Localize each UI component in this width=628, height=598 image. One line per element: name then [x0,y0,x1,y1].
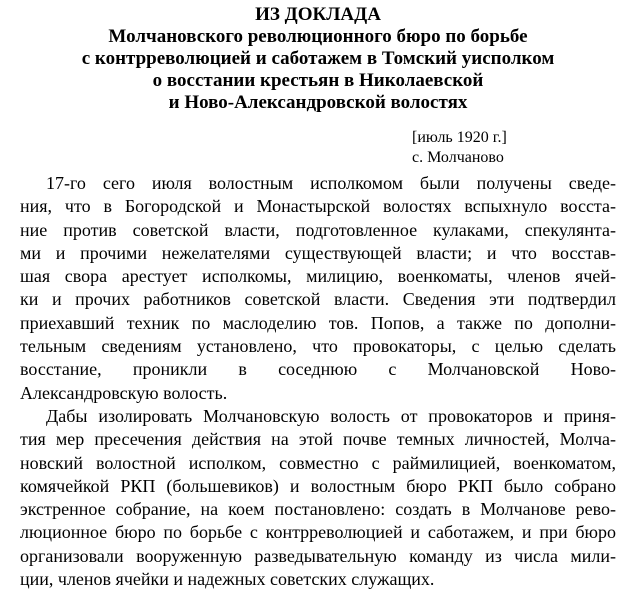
paragraph-line: ции, членов ячейки и надежных советских служащих. [20,569,435,590]
paragraph-line: тия мер пресечения действия на этой почве темных личностей, Молча- [20,429,616,450]
paragraph-line: тельным сведениям установлено, что провокаторы, с целью сделать [20,336,616,357]
title-line: Молчановского революционного бюро по борьбе [108,26,528,47]
document-date: [июль 1920 г.] [412,129,507,146]
title-line: с контрреволюцией и саботажем в Томский уисполком [81,48,555,69]
document-title [20,4,616,114]
paragraph-line: люционное бюро по борьбе с контрреволюцией и саботажем, и при бюро [20,522,616,543]
paragraph-line: шая свора арестует исполкомы, милицию, военкоматы, членов ячей- [20,266,616,287]
document-meta [412,128,616,168]
paragraph-2 [20,405,616,591]
paragraph-line: ние против советской власти, подготовленное кулаками, спекулянта- [20,219,616,240]
paragraph-line: Александровскую волость. [20,382,228,403]
paragraph-line: приехавший техник по маслоделию тов. Попов, а также по дополни- [20,312,616,333]
paragraph-line: ки и прочих работников советской власти. Сведения эти подтвердил [20,289,616,310]
paragraph-line: ния, что в Богородской и Монастырской волостях вспыхнуло восста- [20,196,616,217]
paragraph-line: экстренное собрание, на коем постановлено: создать в Молчанове рево- [20,499,616,520]
paragraph-line: ми и прочими нежелателями существующей власти; и что восстав- [20,242,616,263]
title-line: ИЗ ДОКЛАДА [255,4,381,25]
paragraph-line: 17-го сего июля волостным исполкомом были получены сведе- [46,173,616,193]
paragraph-1 [20,172,616,405]
title-line: и Ново-Александровской волостях [168,92,468,113]
paragraph-line: Дабы изолировать Молчановскую волость от провокаторов и приня- [46,405,616,426]
paragraph-line: восстание, проникли в соседнюю с Молчановской Ново- [20,359,616,380]
paragraph-line: организовали вооруженную разведывательную команду из числа мили- [20,545,616,566]
title-line: о восстании крестьян в Николаевской [152,70,484,91]
paragraph-line: комячейкой РКП (большевиков) и волостным бюро РКП было собрано [20,475,616,496]
document-place: с. Молчаново [412,149,504,166]
paragraph-line: новский волостной исполком, совместно с раймилицией, военкоматом, [20,452,616,473]
